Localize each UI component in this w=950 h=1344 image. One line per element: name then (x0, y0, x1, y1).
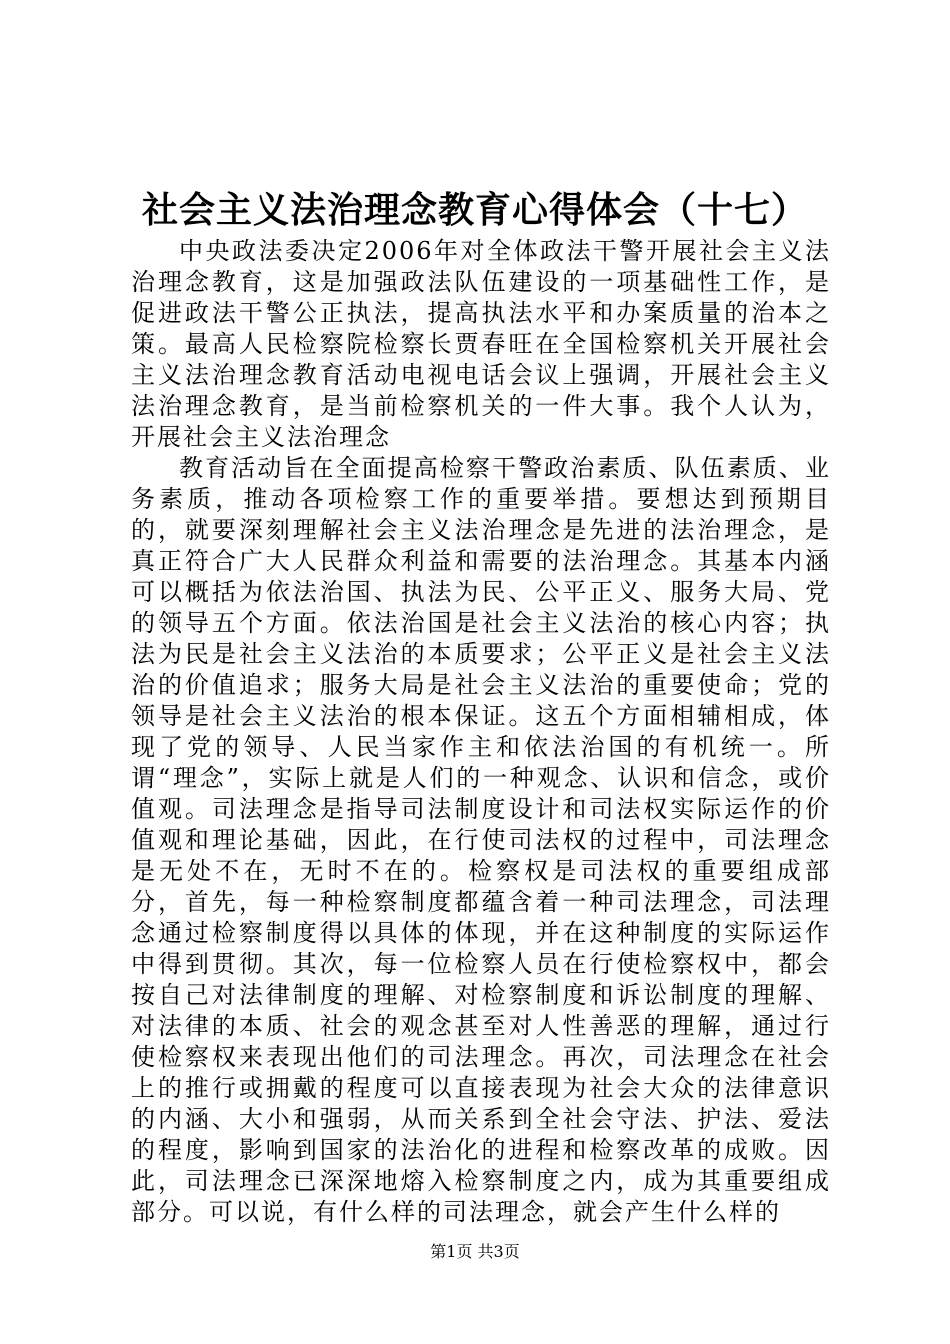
paragraph-1: 中央政法委决定2006年对全体政法干警开展社会主义法治理念教育，这是加强政法队伍建设的一项基础性工作，是促进政法干警公正执法，提高执法水平和办案质量的治本之策。最高人民检察院检察长贾春旺在全国检察机关开展社会主义法治理念教育活动电视电话会议上强调，开展社会主义法治理念教育，是当前检察机关的一件大事。我个人认为，开展社会主义法治理念 (131, 237, 831, 451)
document-body (131, 236, 831, 1228)
page-number-footer: 第1页 共3页 (430, 1242, 520, 1261)
paragraph-2: 教育活动旨在全面提高检察干警政治素质、队伍素质、业务素质，推动各项检察工作的重要举措。要想达到预期目的，就要深刻理解社会主义法治理念是先进的法治理念，是真正符合广大人民群众利益和需要的法治理念。其基本内涵可以概括为依法治国、执法为民、公平正义、服务大局、党的领导五个方面。依法治国是社会主义法治的核心内容；执法为民是社会主义法治的本质要求；公平正义是社会主义法治的价值追求；服务大局是社会主义法治的重要使命；党的领导是社会主义法治的根本保证。这五个方面相辅相成，体现了党的领导、人民当家作主和依法治国的有机统一。所谓“理念”，实际上就是人们的一种观念、认识和信念，或价值观。司法理念是指导司法制度设计和司法权实际运作的价值观和理论基础，因此，在行使司法权的过程中，司法理念是无处不在，无时不在的。检察权是司法权的重要组成部分，首先，每一种检察制度都蕴含着一种司法理念，司法理念通过检察制度得以具体的体现，并在这种制度的实际运作中得到贯彻。其次，每一位检察人员在行使检察权中，都会按自己对法律制度的理解、对检察制度和诉讼制度的理解、对法律的本质、社会的观念甚至对人性善恶的理解，通过行使检察权来表现出他们的司法理念。再次，司法理念在社会上的推行或拥戴的程度可以直接表现为社会大众的法律意识的内涵、大小和强弱，从而关系到全社会守法、护法、爱法的程度，影响到国家的法治化的进程和检察改革的成败。因此，司法理念已深深地熔入检察制度之内，成为其重要组成部分。可以说，有什么样的司法理念，就会产生什么样的 (131, 454, 831, 1226)
document-title: 社会主义法治理念教育心得体会（十七） (141, 189, 808, 231)
